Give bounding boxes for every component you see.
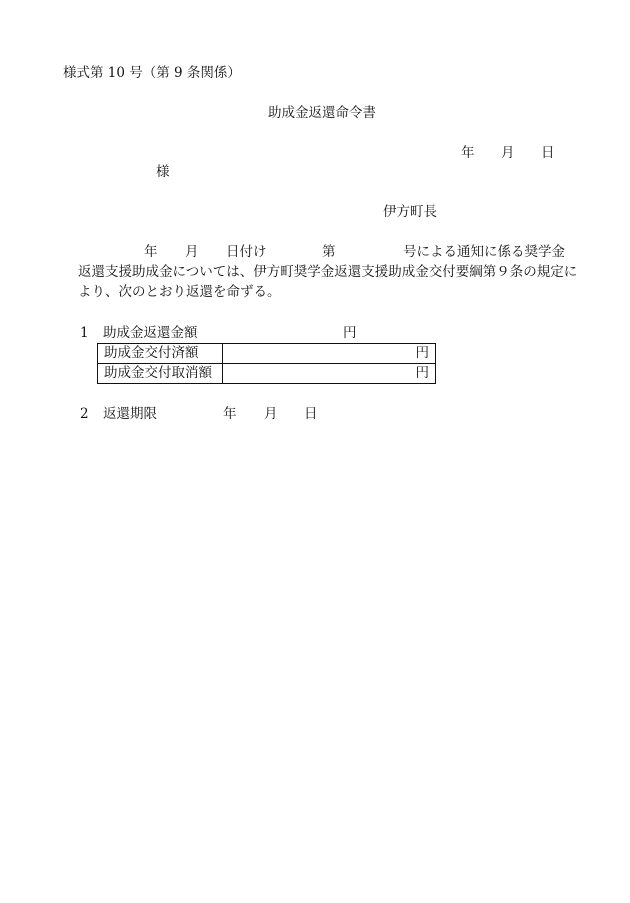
table-row bbox=[98, 364, 436, 384]
item-2-number: 2 bbox=[80, 406, 89, 422]
deadline-month: 月 bbox=[264, 406, 278, 422]
notice-date-month: 月 bbox=[185, 244, 199, 260]
issue-date-month: 月 bbox=[501, 145, 515, 161]
addressee-suffix: 様 bbox=[156, 164, 170, 180]
document-title: 助成金返還命令書 bbox=[268, 105, 376, 121]
item-1-label: 助成金返還金額 bbox=[103, 325, 198, 341]
body-line2: 返還支援助成金については、伊方町奨学金返還支援助成金交付要綱第９条の規定に bbox=[78, 264, 578, 280]
table-row-label: 助成金交付済額 bbox=[98, 344, 223, 364]
body-line3: より、次のとおり返還を命ずる。 bbox=[78, 284, 281, 300]
item-1-unit: 円 bbox=[343, 325, 357, 341]
table-row-unit: 円 bbox=[223, 344, 436, 364]
item-1-number: 1 bbox=[80, 325, 89, 341]
notice-date-dated: 日付け bbox=[226, 244, 267, 260]
item-2-label: 返還期限 bbox=[103, 406, 157, 422]
body-line1-rest: 号による通知に係る奨学金 bbox=[403, 244, 565, 260]
table-row-unit: 円 bbox=[223, 364, 436, 384]
deadline-year: 年 bbox=[223, 406, 237, 422]
issue-date-year: 年 bbox=[461, 145, 475, 161]
form-number: 様式第 10 号（第 9 条関係） bbox=[63, 65, 241, 81]
table-row bbox=[98, 344, 436, 364]
issue-date-day: 日 bbox=[541, 145, 555, 161]
notice-date-year: 年 bbox=[144, 244, 158, 260]
amount-table bbox=[97, 343, 436, 384]
deadline-day: 日 bbox=[304, 406, 318, 422]
notice-number-prefix: 第 bbox=[322, 244, 336, 260]
table-row-label: 助成金交付取消額 bbox=[98, 364, 223, 384]
issuer: 伊方町長 bbox=[383, 204, 437, 220]
